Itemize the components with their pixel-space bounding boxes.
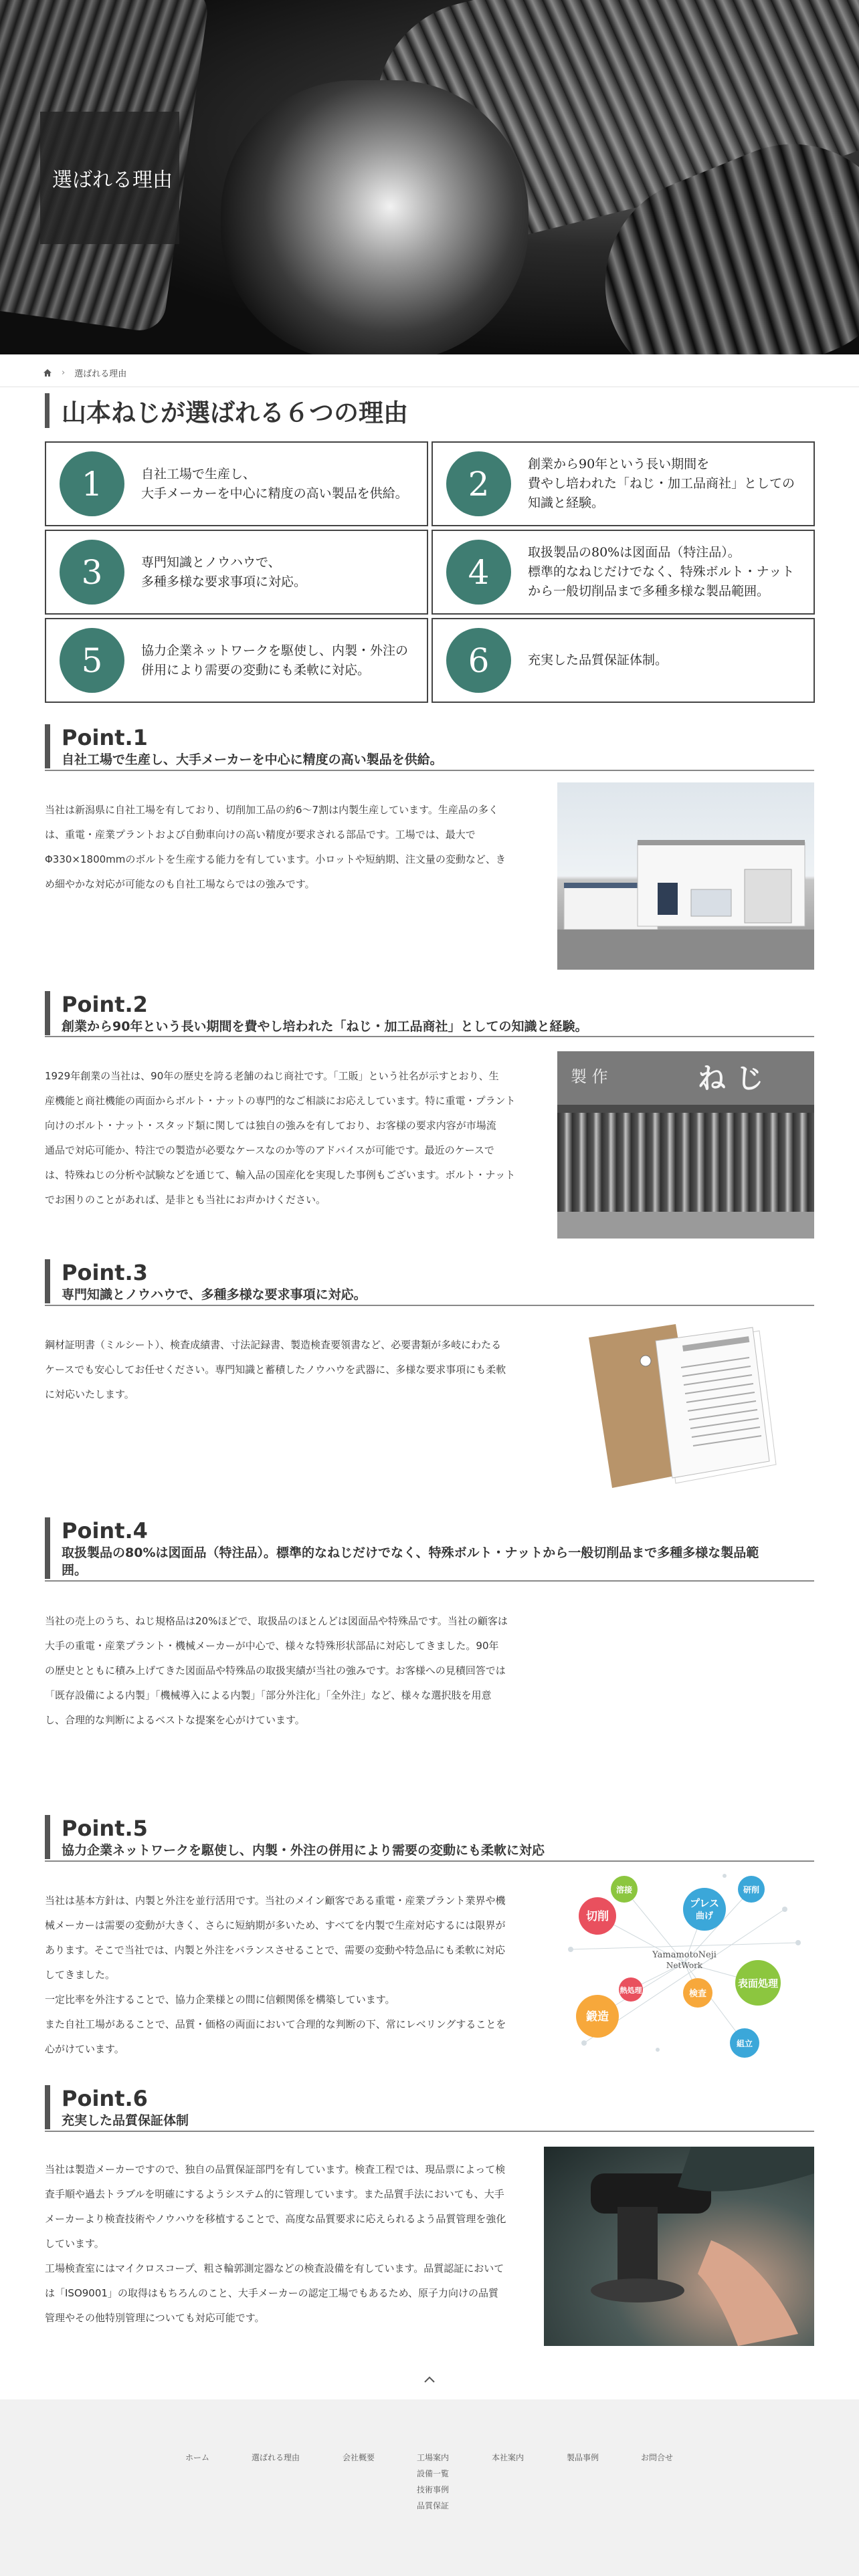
reason-number: 2: [446, 451, 511, 516]
footer: [0, 2399, 859, 2576]
microscope-inspection-photo: [544, 2147, 814, 2346]
reason-number: 5: [60, 628, 124, 693]
point-title: Point.3: [62, 1260, 148, 1285]
footer-link-factory[interactable]: 工場案内: [417, 2453, 450, 2462]
point-subtitle: 充実した品質保証体制: [62, 2113, 189, 2128]
network-diagram: [557, 1869, 814, 2063]
point-divider: [45, 1305, 814, 1306]
network-node-label: 切削: [586, 1910, 609, 1923]
footer-link-quality[interactable]: 品質保証: [417, 2501, 450, 2510]
reason-card-1: [45, 441, 428, 526]
reason-card-6: [432, 618, 815, 703]
reason-text: 取扱製品の80%は図面品（特注品）。 標準的なねじだけでなく、特殊ボルト・ナット から一般切削品まで多種多様な製品範囲。: [528, 545, 795, 599]
reason-card-2: [432, 441, 815, 526]
network-center-top: YamamotoNeji: [652, 1950, 717, 1960]
point-3-body: 鋼材証明書（ミルシート）、検査成績書、寸法記録書、製造検査要領書など、必要書類が多岐にわたる ケースでも安心してお任せください。専門知識と蓄積したノウハウを武器に、多様な要求事項にも柔軟 に対応いたします。: [45, 1339, 506, 1400]
point-subtitle: 自社工場で生産し、大手メーカーを中心に精度の高い製品を供給。: [62, 752, 443, 767]
hero-title: 選ばれる理由: [52, 169, 173, 192]
reason-text: 自社工場で生産し、 大手メーカーを中心に精度の高い製品を供給。: [141, 466, 408, 501]
hero-title-box: [40, 112, 179, 244]
footer-link-headoffice[interactable]: 本社案内: [492, 2453, 524, 2462]
staff-group-photo: [557, 1051, 814, 1239]
point-divider: [45, 1036, 814, 1037]
home-icon[interactable]: [43, 368, 52, 377]
hero-banner: [0, 0, 859, 354]
reason-text: 協力企業ネットワークを駆使し、内製・外注の 併用により需要の変動にも柔軟に対応。: [141, 643, 409, 677]
sign-main-text: ね じ: [698, 1062, 764, 1095]
network-node-label: 検査: [688, 1989, 707, 1999]
point-5-heading: [45, 1815, 814, 1859]
reason-number: 3: [60, 540, 124, 605]
reason-card-4: [432, 530, 815, 615]
footer-link-contact[interactable]: お問合せ: [641, 2453, 674, 2462]
reason-number: 6: [446, 628, 511, 693]
reason-text: 充実した品質保証体制。: [528, 653, 668, 667]
network-node-label: 曲げ: [695, 1911, 714, 1921]
point-1-heading: [45, 724, 814, 768]
network-node-label: 表面処理: [737, 1977, 779, 1990]
point-6-heading: [45, 2085, 814, 2129]
point-subtitle: 取扱製品の80%は図面品（特注品）。標準的なねじだけでなく、特殊ボルト・ナットから一般切削品まで多種多様な製品範 囲。: [62, 1545, 759, 1578]
reason-number: 1: [60, 451, 124, 516]
point-title: Point.1: [62, 725, 148, 750]
point-2-body: 1929年創業の当社は、90年の歴史を誇る老舗のねじ商社です。「工販」という社名が示すとおり、生 産機能と商社機能の両面からボルト・ナットの専門的なご相談にお応えしています。特に重電・プラント 向けのボルト・ナット・スタッド類に関しては独自の強みを有しており、お客様の要求内容が市場流 通品で対応可能か、特注での製造が必要なケースなのか等のアドバイスが可能です。最近のケースで は、特殊ねじの分析や試験などを通じて、輸入品の国産化を実現した事例もございます。ボルト・ナット でお困りのことがあれば、是非とも当社にお声かけください。: [45, 1070, 516, 1206]
point-divider: [45, 1580, 814, 1582]
point-subtitle: 専門知識とノウハウで、多種多様な要求事項に対応。: [62, 1287, 367, 1302]
network-node-label: 溶接: [615, 1885, 633, 1895]
chevron-right-icon: ›: [62, 367, 66, 378]
back-to-top-icon[interactable]: [423, 2374, 436, 2385]
network-center-bottom: NetWork: [666, 1961, 703, 1970]
factory-photo: [557, 782, 814, 970]
reason-text: 創業から90年という長い期間を 費やし培われた「ねじ・加工品商社」としての 知識と経験。: [528, 457, 795, 510]
point-divider: [45, 2131, 814, 2132]
reason-text: 専門知識とノウハウで、 多種多様な要求事項に対応。: [141, 554, 307, 589]
network-node: [683, 1888, 726, 1931]
point-6-body: 当社は製造メーカーですので、独自の品質保証部門を有しています。検査工程では、現品票によって検 査手順や過去トラブルを明確にするようシステム的に管理しています。また品質手法においても、大手 メーカーより検査技術やノウハウを移植することで、高度な品質要求に応えられるよう品質管理を強化 しています。 工場検査室にはマイクロスコープ、粗さ輪郭測定器などの検査設備を有しています。品質認証において は「ISO9001」の取得はもちろんのこと、大手メーカーの認定工場でもあるため、原子力向けの品質 管理やその他特別管理についても対応可能です。: [45, 2163, 506, 2324]
network-node-label: プレス: [690, 1897, 719, 1909]
page-title: 山本ねじが選ばれる６つの理由: [45, 393, 814, 428]
point-divider: [45, 1860, 814, 1862]
documents-illustration: [582, 1311, 783, 1498]
network-node-label: 組立: [736, 2039, 753, 2048]
point-subtitle: 創業から90年という長い期間を費やし培われた「ねじ・加工品商社」としての知識と経験。: [62, 1019, 588, 1034]
point-title: Point.5: [62, 1816, 148, 1841]
point-title: Point.4: [62, 1518, 148, 1543]
point-2-heading: [45, 991, 814, 1035]
footer-link-reasons[interactable]: 選ばれる理由: [252, 2453, 300, 2462]
point-subtitle: 協力企業ネットワークを駆使し、内製・外注の併用により需要の変動にも柔軟に対応: [62, 1843, 545, 1858]
network-node-label: 鍛造: [586, 2010, 609, 2024]
sign-left-text: 製 作: [571, 1067, 608, 1086]
network-node-label: 研削: [743, 1885, 760, 1895]
point-5-body: 当社は基本方針は、内製と外注を並行活用です。当社のメイン顧客である重電・産業プラント業界や機 械メーカーは需要の変動が大きく、さらに短納期が多いため、すべてを内製で生産対応するには限界が あります。そこで当社では、内製と外注をバランスさせることで、需要の変動や特急品にも柔軟に対応 してきました。 一定比率を外注することで、協力企業様との間に信頼関係を構築しています。 また自社工場があることで、品質・価格の両面において合理的な判断の下、常にレベリングすることを 心がけています。: [45, 1895, 506, 2055]
point-3-heading: [45, 1259, 814, 1303]
reason-card-3: [45, 530, 428, 615]
point-1-body: 当社は新潟県に自社工場を有しており、切削加工品の約6～7割は内製生産しています。生産品の多く は、重電・産業プラントおよび自動車向けの高い精度が要求される部品です。工場では、最大で Φ330×1800mmのボルトを生産する能力を有しています。小ロットや短納期、注文量の変動など、き め細やかな対応が可能なのも自社工場ならではの強みです。: [45, 804, 506, 890]
point-4-body: 当社の売上のうち、ねじ規格品は20%ほどで、取扱品のほとんどは図面品や特殊品です。当社の顧客は 大手の重電・産業プラント・機械メーカーが中心で、様々な特殊形状部品に対応してきました。90年 の歴史とともに積み上げてきた図面品や特殊品の取扱実績が当社の強みです。お客様への見積回答では 「既存設備による内製」「機械導入による内製」「部分外注化」「全外注」など、様々な選択肢を用意 し、合理的な判断によるベストな提案を心がけています。: [45, 1615, 508, 1726]
footer-link-home[interactable]: ホーム: [185, 2453, 210, 2462]
point-divider: [45, 770, 814, 771]
reason-number: 4: [446, 540, 511, 605]
bolt-image-center: [221, 80, 529, 354]
point-4-heading: [45, 1517, 814, 1579]
footer-link-products[interactable]: 製品事例: [567, 2453, 599, 2462]
footer-link-tech-cases[interactable]: 技術事例: [417, 2485, 450, 2494]
point-title: Point.6: [62, 2086, 148, 2111]
breadcrumb: [43, 366, 126, 379]
breadcrumb-current: 選ばれる理由: [74, 368, 127, 379]
reason-card-5: [45, 618, 428, 703]
network-node-label: 熱処理: [619, 1986, 642, 1995]
footer-link-company[interactable]: 会社概要: [343, 2453, 375, 2462]
footer-link-equipment[interactable]: 設備一覧: [417, 2469, 450, 2478]
point-title: Point.2: [62, 992, 148, 1017]
